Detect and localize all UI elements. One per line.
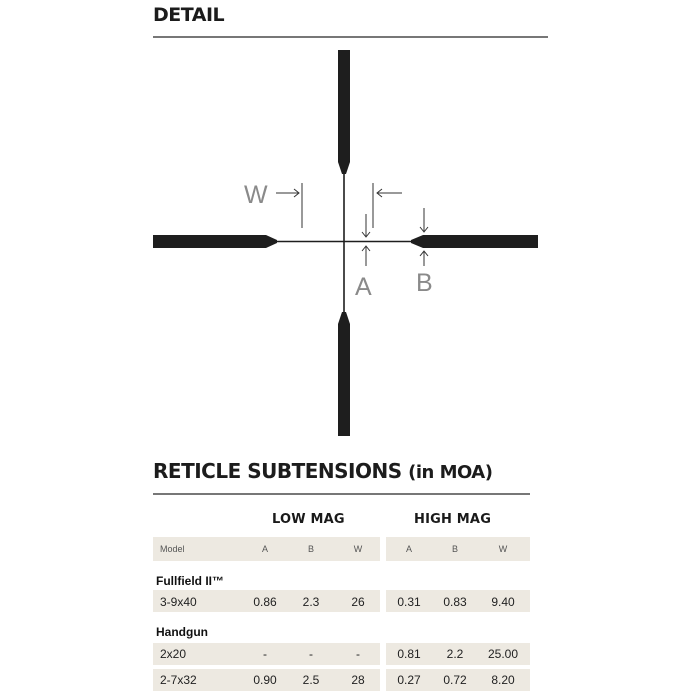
table-cell-low-a: 0.86 — [253, 595, 277, 609]
reticle-left-post — [153, 235, 277, 248]
label-b: B — [416, 269, 433, 297]
section-title-handgun: Handgun — [156, 625, 208, 639]
reticle-top-post — [338, 50, 350, 174]
label-w: W — [244, 181, 268, 209]
table-cell-low-b: 2.3 — [302, 595, 320, 609]
dimension-markers — [276, 183, 424, 266]
table-cell-high-a: 0.27 — [397, 673, 421, 687]
table-cell-low-w: 26 — [351, 595, 365, 609]
col-header-low-w: W — [353, 544, 363, 554]
table-cell-high-b: 2.2 — [446, 647, 464, 661]
dimension-arrowheads — [294, 189, 428, 256]
table-row-model: 2-7x32 — [160, 673, 197, 687]
reticle-divider — [153, 493, 530, 495]
reticle-right-post — [411, 235, 538, 248]
table-row-model: 3-9x40 — [160, 595, 197, 609]
table-cell-low-a: 0.90 — [253, 673, 277, 687]
table-cell-low-a: - — [263, 647, 267, 661]
reticle-posts — [153, 50, 538, 436]
table-cell-high-w: 8.20 — [491, 673, 515, 687]
col-header-low-a: A — [261, 544, 268, 554]
table-cell-high-a: 0.31 — [397, 595, 421, 609]
reticle-heading-title: RETICLE SUBTENSIONS — [153, 459, 402, 483]
col-header-model: Model — [160, 544, 185, 554]
table-cell-high-w: 25.00 — [487, 647, 519, 661]
detail-heading: DETAIL — [153, 4, 225, 26]
table-cell-low-b: 2.5 — [302, 673, 320, 687]
table-cell-high-b: 0.83 — [443, 595, 467, 609]
col-header-high-w: W — [498, 544, 508, 554]
label-a: A — [355, 273, 372, 301]
section-title-fullfield: Fullfield II™ — [156, 574, 224, 588]
reticle-heading-note: (in MOA) — [408, 462, 493, 483]
col-header-high-a: A — [405, 544, 412, 554]
table-row-model: 2x20 — [160, 647, 187, 661]
table-cell-high-a: 0.81 — [397, 647, 421, 661]
table-cell-low-w: - — [356, 647, 360, 661]
table-cell-low-b: - — [309, 647, 313, 661]
col-header-low-b: B — [307, 544, 314, 554]
low-mag-heading: LOW MAG — [272, 512, 345, 527]
table-cell-high-w: 9.40 — [491, 595, 515, 609]
reticle-subtensions-heading — [153, 459, 492, 483]
table-cell-high-b: 0.72 — [443, 673, 467, 687]
table-cell-low-w: 28 — [351, 673, 365, 687]
high-mag-heading: HIGH MAG — [414, 512, 492, 527]
reticle-bottom-post — [338, 312, 350, 436]
col-header-high-b: B — [451, 544, 458, 554]
